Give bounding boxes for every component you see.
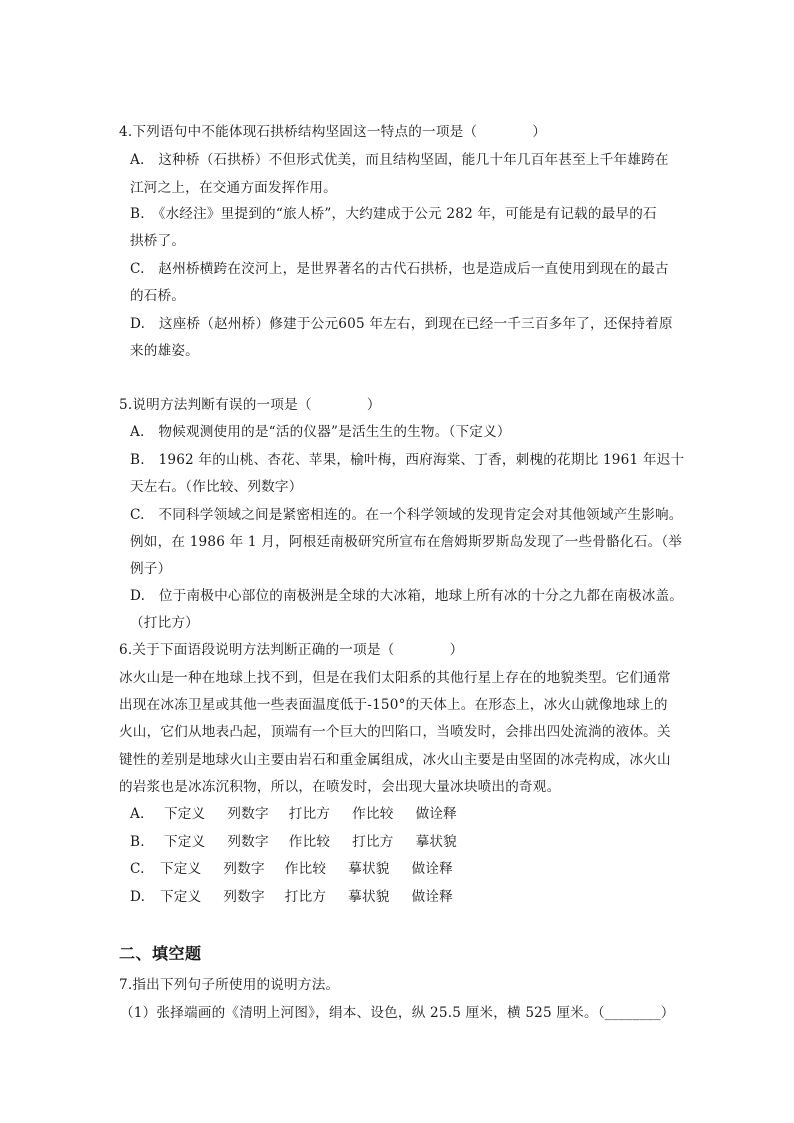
question-6-option-c — [130, 860, 453, 878]
question-5-option-b: B. 1962 年的山桃、杏花、苹果，榆叶梅，西府海棠、丁香，刺槐的花期比 1961 年迟十 — [130, 452, 685, 468]
question-6-passage-line-4: 键性的差别是地球火山主要由岩石和重金属组成，冰火山主要是由坚固的冰壳构成，冰火山 — [119, 752, 671, 768]
option-item: 打比方 — [352, 834, 394, 850]
question-6-option-b — [130, 833, 457, 851]
section-heading-fill-in: 二、填空题 — [119, 944, 202, 963]
question-7-sentence-1: （1）张择端画的《清明上河图》，绢本、设色，纵 25.5 厘米，横 525 厘米。（________） — [120, 1005, 675, 1021]
question-7-stem: 7.指出下列句子所使用的说明方法。 — [119, 977, 340, 993]
question-4-stem: 4.下列语句中不能体现石拱桥结构坚固这一特点的一项是（ ） — [119, 124, 547, 140]
option-item: 摹状貌 — [415, 834, 457, 850]
question-4-option-b-cont: 拱桥了。 — [130, 233, 186, 249]
option-label: A. — [130, 806, 145, 822]
question-5-stem: 5.说明方法判断有误的一项是（ ） — [119, 397, 381, 413]
question-4-option-c: C. 赵州桥横跨在洨河上，是世界著名的古代石拱桥，也是造成后一直使用到现在的最古 — [130, 261, 669, 277]
option-item: 打比方 — [284, 889, 327, 905]
option-item: 摹状貌 — [348, 889, 390, 905]
option-item: 作比较 — [352, 806, 394, 822]
question-4-option-a: A. 这种桥（石拱桥）不但形式优美，而且结构坚固，能几十年几百年甚至上千年雄跨在 — [130, 152, 669, 168]
option-item: 下定义 — [160, 889, 202, 905]
question-4-option-c-cont: 的石桥。 — [130, 288, 186, 304]
option-item: 列数字 — [227, 834, 269, 850]
question-5-option-c-cont: 例如，在 1986 年 1 月，阿根廷南极研究所宣布在詹姆斯罗斯岛发现了一些骨骼化石。（举 — [130, 534, 683, 550]
option-item: 列数字 — [223, 889, 265, 905]
option-item: 做诠释 — [411, 889, 453, 905]
option-label: B. — [130, 834, 145, 850]
question-6-passage-line-2: 出现在冰冻卫星或其他一些表面温度低于-150°的天体上。在形态上，冰火山就像地球上的 — [119, 697, 668, 713]
question-5-option-b-cont: 天左右。（作比较、列数字） — [130, 479, 303, 495]
question-4-option-a-cont: 江河之上，在交通方面发挥作用。 — [130, 180, 337, 196]
question-5-option-c-cont2: 例子） — [130, 561, 172, 577]
question-5-option-c: C. 不同科学领域之间是紧密相连的。在一个科学领域的发现肯定会对其他领域产生影响。 — [130, 507, 683, 523]
question-6-stem: 6.关于下面语段说明方法判断正确的一项是（ ） — [119, 642, 464, 658]
question-4-option-d: D. 这座桥（赵州桥）修建于公元605 年左右，到现在已经一千三百多年了，还保持着原 — [130, 316, 673, 332]
question-6-passage-line-5: 的岩浆也是冰冻沉积物，所以，在喷发时，会出现大量冰块喷出的奇观。 — [119, 779, 561, 795]
question-6-passage-line-3: 火山，它们从地表凸起，顶端有一个巨大的凹陷口，当喷发时，会排出四处流淌的液体。关 — [119, 724, 671, 740]
option-item: 下定义 — [164, 834, 206, 850]
question-5-option-a: A. 物候观测使用的是“活的仪器”是活生生的生物。（下定义） — [130, 424, 511, 440]
question-5-option-d-cont: （打比方） — [130, 615, 199, 631]
option-label: C. — [130, 861, 145, 877]
option-label: D. — [130, 889, 146, 905]
question-4-option-b: B. 《水经注》里提到的“旅人桥”，大约建成于公元 282 年，可能是有记载的最早的石 — [130, 206, 657, 222]
question-4-option-d-cont: 来的雄姿。 — [130, 343, 199, 359]
option-item: 摹状貌 — [348, 861, 390, 877]
option-item: 下定义 — [160, 861, 202, 877]
question-5-option-d: D. 位于南极中心部位的南极洲是全球的大冰箱，地球上所有冰的十分之九都在南极冰盖。 — [130, 588, 684, 604]
option-item: 列数字 — [227, 806, 269, 822]
option-item: 列数字 — [223, 861, 265, 877]
option-item: 下定义 — [164, 806, 206, 822]
question-6-option-d — [130, 888, 453, 906]
question-6-option-a — [130, 805, 457, 823]
option-item: 作比较 — [284, 861, 327, 877]
option-item: 做诠释 — [415, 806, 457, 822]
option-item: 作比较 — [288, 834, 331, 850]
option-item: 打比方 — [288, 806, 331, 822]
option-item: 做诠释 — [411, 861, 453, 877]
question-6-passage-line-1: 冰火山是一种在地球上找不到，但是在我们太阳系的其他行星上存在的地貌类型。它们通常 — [119, 670, 671, 686]
